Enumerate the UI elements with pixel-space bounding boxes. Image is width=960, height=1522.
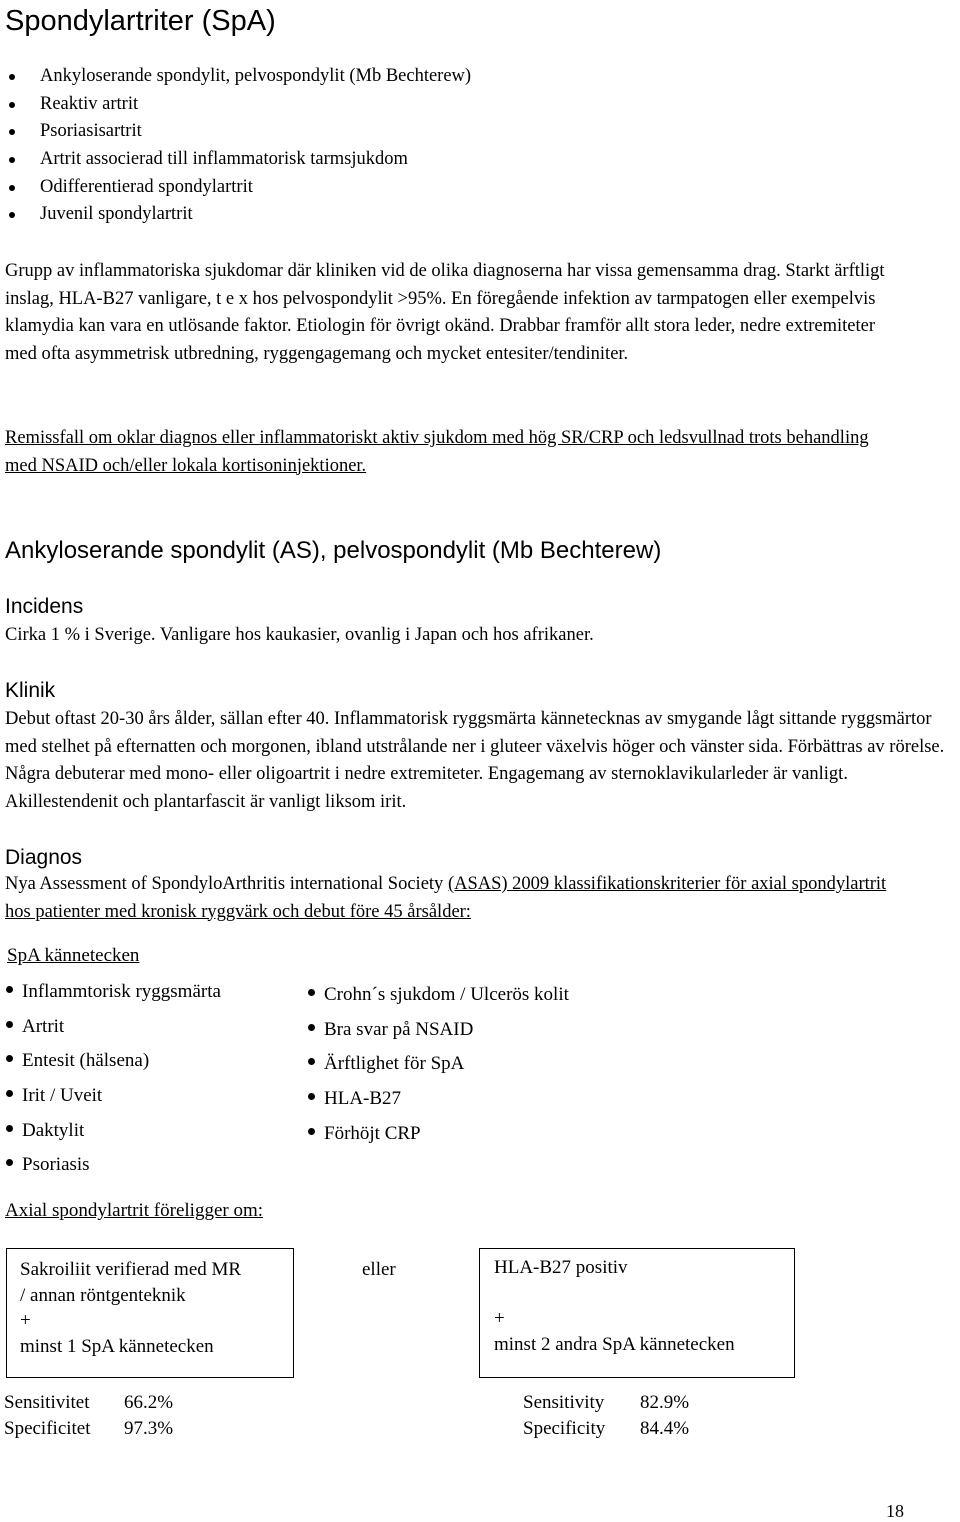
- list-item: Reaktiv artrit: [4, 91, 944, 119]
- clinic-heading: Klinik: [5, 679, 56, 702]
- list-item: Psoriasisartrit: [4, 118, 944, 146]
- list-item: Bra svar på NSAID: [306, 1019, 666, 1054]
- box-line: +: [494, 1308, 505, 1329]
- stat-value: 66.2%: [124, 1392, 174, 1413]
- list-item: Ärftlighet för SpA: [306, 1053, 666, 1088]
- list-item: Irit / Uveit: [4, 1085, 284, 1120]
- page-title: Spondylartriter (SpA): [5, 5, 276, 37]
- criteria-box-imaging: [6, 1248, 294, 1378]
- box-line: minst 2 andra SpA kännetecken: [494, 1333, 735, 1355]
- list-item: Crohn´s sjukdom / Ulcerös kolit: [306, 984, 666, 1019]
- description-paragraph: Grupp av inflammatoriska sjukdomar där kliniken vid de olika diagnoserna har vissa gemensamma drag. Starkt ärftligt inslag, HLA-B27 vanligare, t e x hos pelvospondylit >95%. En föregående infektion av tarmpatogen eller exempelvis klamydia kan vara en utlösande faktor. Etiologin för övrigt okänd. Drabbar framför allt stora leder, nedre extremiteter med ofta asymmetrisk utbredning, ryggengagemang och mycket entesiter/tendiniter.: [5, 261, 885, 364]
- stats-left: [4, 1390, 173, 1441]
- spa-features-col2: [306, 984, 666, 1157]
- spa-features-heading: SpA kännetecken: [7, 945, 140, 966]
- box-line: minst 1 SpA kännetecken: [20, 1335, 214, 1357]
- diagnosis-heading: Diagnos: [5, 846, 83, 869]
- box-line: [494, 1281, 789, 1307]
- spa-features-col1: [4, 981, 284, 1189]
- page-number: 18: [886, 1501, 904, 1521]
- referral-note: Remissfall om oklar diagnos eller inflammatoriskt aktiv sjukdom med hög SR/CRP och ledsvullnad trots behandling med NSAID och/eller lokala kortisoninjektioner.: [5, 428, 869, 476]
- or-label: eller: [362, 1259, 396, 1280]
- stat-label: Specificity: [523, 1417, 606, 1439]
- list-item: Inflammtorisk ryggsmärta: [4, 981, 284, 1016]
- diagnosis-text-criteria: (ASAS) 2009 klassifikationskriterier för axial spondylartrit hos patienter med kronisk ryggvärk och debut före 45 årsålder:: [5, 874, 887, 922]
- stat-label: Sensitivity: [523, 1392, 605, 1413]
- list-item: HLA-B27: [306, 1088, 666, 1123]
- list-item: Juvenil spondylartrit: [4, 201, 944, 229]
- axial-heading: Axial spondylartrit föreligger om:: [5, 1200, 264, 1221]
- list-item: Daktylit: [4, 1120, 284, 1155]
- diagnosis-text-plain: Nya Assessment of SpondyloArthritis international Society: [5, 874, 448, 894]
- list-item: Artrit: [4, 1016, 284, 1051]
- incidence-heading: Incidens: [5, 595, 84, 618]
- stat-label: Sensitivitet: [4, 1392, 90, 1413]
- list-item: Artrit associerad till inflammatorisk tarmsjukdom: [4, 146, 944, 174]
- stat-label: Specificitet: [4, 1417, 91, 1439]
- box-line: HLA-B27 positiv: [494, 1257, 628, 1278]
- list-item: Odifferentierad spondylartrit: [4, 174, 944, 202]
- spa-types-list: [4, 63, 944, 229]
- stat-value: 97.3%: [124, 1417, 174, 1439]
- list-item: Psoriasis: [4, 1154, 284, 1189]
- criteria-box-hla: [479, 1248, 795, 1378]
- box-line: Sakroiliit verifierad med MR: [20, 1259, 242, 1280]
- stat-value: 82.9%: [640, 1392, 690, 1413]
- box-line: / annan röntgenteknik: [20, 1284, 186, 1306]
- list-item: Förhöjt CRP: [306, 1123, 666, 1158]
- stat-value: 84.4%: [640, 1417, 690, 1439]
- box-line: +: [20, 1310, 31, 1331]
- clinic-text: Debut oftast 20-30 års ålder, sällan efter 40. Inflammatorisk ryggsmärta kännetecknas av smygande lågt sittande ryggsmärtor med stelhet på efternatten och morgonen, ibland utstrålande ner i gluteer växelvis höger och vänster sida. Förbättras av rörelse. Några debuterar med mono- eller oligoartrit i nedre extremiteter. Engagemang av sternoklavikularleder är vanligt. Akillestendenit och plantarfascit är vanligt liksom irit.: [5, 709, 945, 812]
- incidence-text: Cirka 1 % i Sverige. Vanligare hos kaukasier, ovanlig i Japan och hos afrikaner.: [5, 625, 594, 645]
- stats-right: [523, 1390, 689, 1441]
- list-item: Entesit (hälsena): [4, 1050, 284, 1085]
- as-heading: Ankyloserande spondylit (AS), pelvospondylit (Mb Bechterew): [5, 537, 662, 564]
- diagnosis-text: [5, 871, 905, 926]
- list-item: Ankyloserande spondylit, pelvospondylit (Mb Bechterew): [4, 63, 944, 91]
